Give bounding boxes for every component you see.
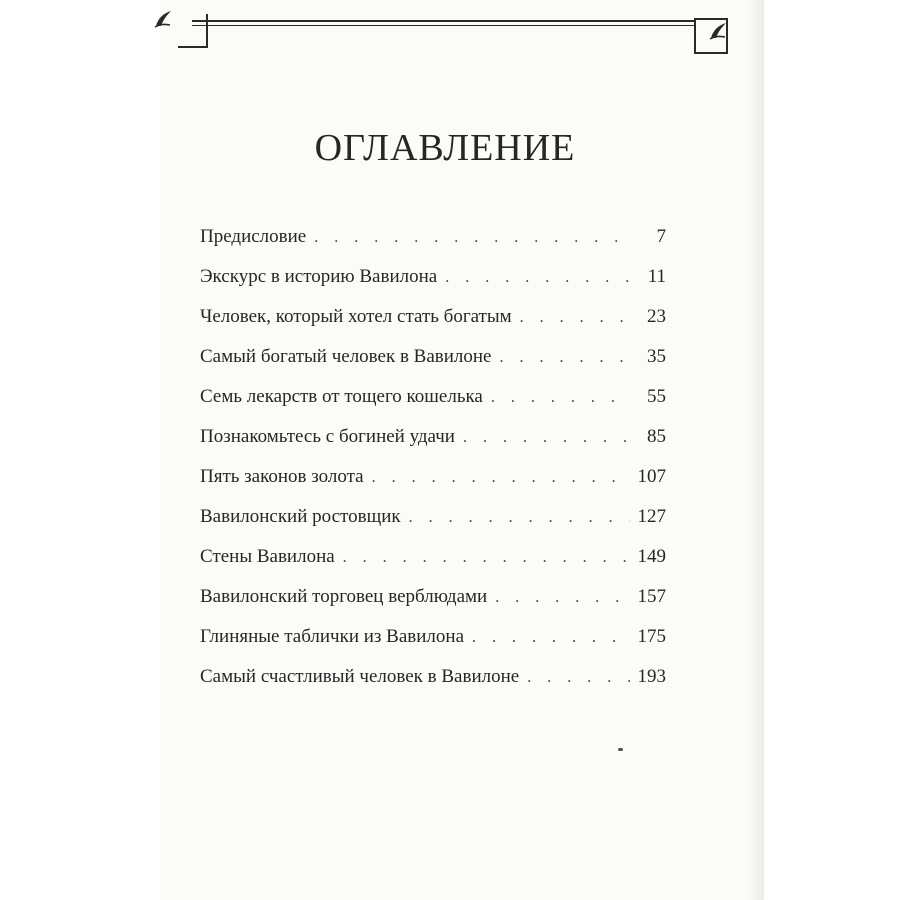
- toc-leader-dots: [491, 389, 630, 407]
- header-line-bottom: [192, 25, 714, 26]
- toc-entry-title: Пять законов золота: [200, 466, 364, 487]
- toc-entry-title: Самый счастливый человек в Вавилоне: [200, 666, 520, 687]
- toc-entry[interactable]: [200, 466, 666, 506]
- toc-leader-dots: [500, 349, 631, 367]
- header-rule: [178, 14, 728, 40]
- toc-entry[interactable]: [200, 226, 666, 266]
- toc-entry[interactable]: [200, 306, 666, 346]
- toc-entry[interactable]: [200, 626, 666, 666]
- toc-entry-title: Самый богатый человек в Вавилоне: [200, 346, 492, 367]
- toc-entry-page: 55: [647, 386, 666, 407]
- toc-entry-page: 107: [637, 466, 666, 487]
- toc-entry-title: Вавилонский ростовщик: [200, 506, 401, 527]
- toc-leader-dots: [472, 629, 630, 647]
- toc-entry[interactable]: [200, 506, 666, 546]
- header-line-top: [192, 20, 714, 22]
- toc-entry-page: 23: [647, 306, 666, 327]
- toc-entry-page: 149: [637, 546, 666, 567]
- toc-entry-page: 11: [647, 266, 666, 287]
- toc-entry-page: 175: [637, 626, 666, 647]
- toc-entry-page: 127: [637, 506, 666, 527]
- toc-entry[interactable]: [200, 386, 666, 426]
- toc-leader-dots: [372, 469, 630, 487]
- toc-leader-dots: [520, 309, 630, 327]
- toc-leader-dots: [527, 669, 629, 687]
- toc-entry[interactable]: [200, 426, 666, 466]
- toc-leader-dots: [495, 589, 629, 607]
- toc-entry[interactable]: [200, 666, 666, 706]
- toc-entry[interactable]: [200, 346, 666, 386]
- toc-entry-title: Человек, который хотел стать богатым: [200, 306, 512, 327]
- toc-entry-title: Семь лекарств от тощего кошелька: [200, 386, 483, 407]
- toc-entry-page: 35: [647, 346, 666, 367]
- leaf-ornament-icon: [707, 20, 729, 42]
- table-of-contents: [200, 226, 666, 706]
- toc-leader-dots: [314, 229, 630, 247]
- toc-entry-title: Экскурс в историю Вавилона: [200, 266, 438, 287]
- toc-entry[interactable]: [200, 586, 666, 626]
- print-speck: [618, 748, 623, 751]
- toc-entry[interactable]: [200, 266, 666, 306]
- toc-entry-title: Стены Вавилона: [200, 546, 335, 567]
- toc-entry-title: Вавилонский торговец верблюдами: [200, 586, 488, 607]
- toc-entry-title: Познакомьтесь с богиней удачи: [200, 426, 455, 447]
- toc-entry-title: Глиняные таблички из Вавилона: [200, 626, 464, 647]
- toc-entry-page: 85: [647, 426, 666, 447]
- page-title: ОГЛАВЛЕНИЕ: [314, 127, 576, 169]
- toc-leader-dots: [463, 429, 630, 447]
- toc-title-block: [300, 126, 590, 170]
- page-edge-shadow: [746, 0, 764, 900]
- toc-entry[interactable]: [200, 546, 666, 586]
- toc-entry-title: Предисловие: [200, 226, 307, 247]
- toc-entry-page: 157: [637, 586, 666, 607]
- toc-leader-dots: [445, 269, 630, 287]
- leaf-ornament-icon: [152, 8, 174, 30]
- toc-leader-dots: [343, 549, 630, 567]
- toc-leader-dots: [409, 509, 630, 527]
- toc-entry-page: 193: [637, 666, 666, 687]
- toc-entry-page: 7: [656, 226, 666, 247]
